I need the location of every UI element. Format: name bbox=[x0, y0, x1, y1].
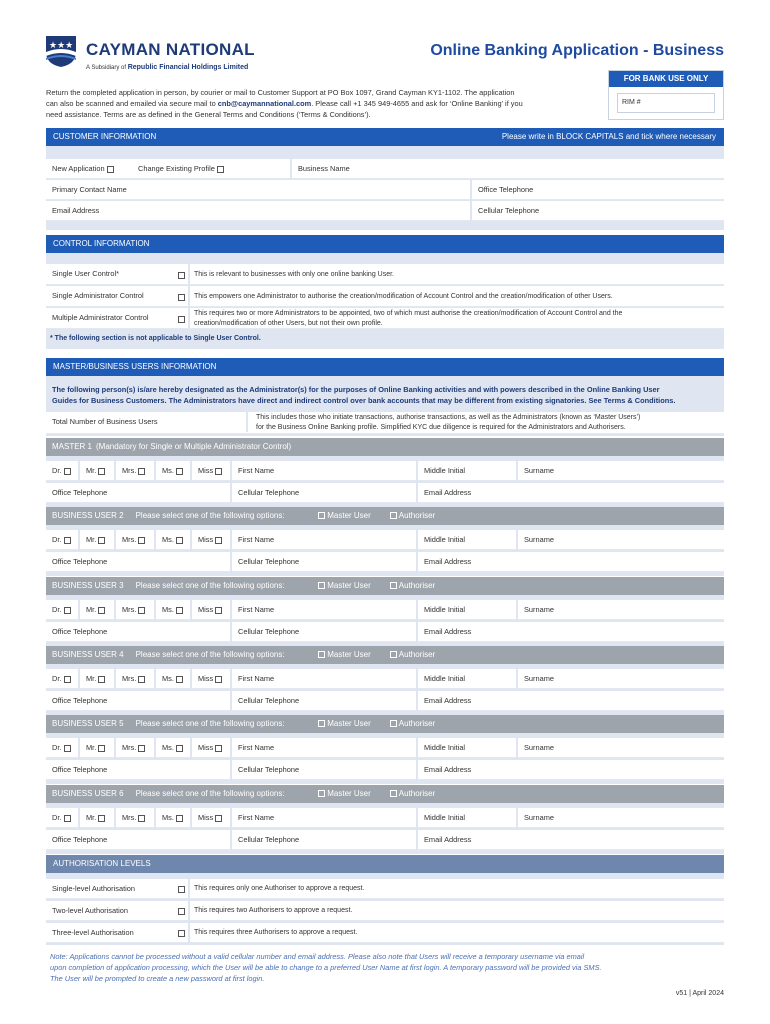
control-option-description bbox=[194, 309, 622, 328]
first-name-field[interactable]: First Name bbox=[232, 530, 418, 550]
business-name-field[interactable]: Business Name bbox=[298, 164, 350, 173]
user-email-field[interactable]: Email Address bbox=[424, 488, 472, 497]
control-desc-line-1: This requires two or more Administrators to be appointed, two of which must authorise the creation/modification of Account Control and the bbox=[194, 310, 623, 317]
title-checkbox[interactable] bbox=[176, 676, 183, 683]
title-option-miss[interactable] bbox=[192, 808, 232, 828]
authorisation-description: This requires three Authorisers to approve a request. bbox=[194, 929, 358, 936]
master-user-option[interactable] bbox=[318, 577, 371, 595]
master-user-label: Master User bbox=[327, 719, 371, 728]
title-option-ms[interactable] bbox=[156, 738, 192, 758]
title-label: Dr. bbox=[52, 466, 62, 475]
control-option-label: Multiple Administrator Control bbox=[46, 308, 190, 328]
title-option-miss[interactable] bbox=[192, 461, 232, 481]
authorisation-description: This requires two Authorisers to approve a request. bbox=[194, 907, 353, 914]
user-name-row bbox=[46, 600, 724, 620]
title-option-miss[interactable] bbox=[192, 738, 232, 758]
user-contact-row bbox=[46, 483, 724, 503]
authoriser-option[interactable] bbox=[390, 507, 435, 525]
intro-line-1: Return the completed application in person, by courier or mail to Customer Support at PO Box 1097, Grand Cayman KY1-1102. The application bbox=[46, 88, 515, 97]
primary-contact-field[interactable]: Primary Contact Name bbox=[46, 180, 472, 200]
user-contact-row bbox=[46, 830, 724, 850]
total-users-row bbox=[46, 412, 724, 434]
middle-initial-field[interactable]: Middle Initial bbox=[418, 461, 518, 481]
user-office-telephone-field[interactable]: Office Telephone bbox=[46, 760, 232, 780]
user-email-field[interactable]: Email Address bbox=[424, 835, 472, 844]
title-option-ms[interactable] bbox=[156, 808, 192, 828]
authoriser-checkbox[interactable] bbox=[390, 790, 397, 797]
document-title: Online Banking Application - Business bbox=[430, 42, 724, 59]
user-block-subtitle: Please select one of the following options: bbox=[135, 789, 285, 798]
title-checkbox[interactable] bbox=[98, 676, 105, 683]
subsidiary-name: Republic Financial Holdings Limited bbox=[127, 64, 249, 71]
title-checkbox[interactable] bbox=[215, 676, 222, 683]
control-footnote: * The following section is not applicable to Single User Control. bbox=[50, 335, 261, 342]
authoriser-checkbox[interactable] bbox=[390, 720, 397, 727]
title-option-mrs[interactable] bbox=[116, 600, 156, 620]
title-label: Mr. bbox=[86, 743, 97, 752]
title-label: Mrs. bbox=[122, 605, 137, 614]
user-name-row bbox=[46, 530, 724, 550]
middle-initial-field[interactable]: Middle Initial bbox=[418, 600, 518, 620]
user-block-header bbox=[46, 438, 724, 456]
intro-line-3: need assistance. Terms are as defined in the General Terms and Conditions (‘Terms & Conditions’). bbox=[46, 110, 371, 119]
master-user-label: Master User bbox=[327, 511, 371, 520]
intro-line-2b: . Please call +1 345 949-4655 and ask for ‘Online Banking’ if you bbox=[311, 99, 523, 108]
user-block-header bbox=[46, 785, 724, 803]
footer-note bbox=[50, 951, 720, 984]
title-checkbox[interactable] bbox=[215, 815, 222, 822]
title-option-ms[interactable] bbox=[156, 461, 192, 481]
title-label: Mr. bbox=[86, 813, 97, 822]
title-option-dr[interactable] bbox=[46, 461, 80, 481]
master-user-option[interactable] bbox=[318, 646, 371, 664]
user-cellular-telephone-field[interactable]: Cellular Telephone bbox=[232, 622, 418, 642]
user-block-title: BUSINESS USER 6 bbox=[52, 789, 124, 798]
control-option-checkbox[interactable] bbox=[178, 292, 185, 301]
intro-line-2a: can also be scanned and emailed via secure mail to bbox=[46, 99, 218, 108]
title-label: Mr. bbox=[86, 466, 97, 475]
master-user-option[interactable] bbox=[318, 785, 371, 803]
control-desc-line-1: This is relevant to businesses with only one online banking User. bbox=[194, 271, 394, 278]
title-option-ms[interactable] bbox=[156, 530, 192, 550]
authoriser-option[interactable] bbox=[390, 785, 435, 803]
first-name-field[interactable]: First Name bbox=[232, 738, 418, 758]
title-checkbox[interactable] bbox=[176, 815, 183, 822]
office-telephone-field[interactable]: Office Telephone bbox=[478, 185, 534, 194]
title-label: Mrs. bbox=[122, 743, 137, 752]
authoriser-label: Authoriser bbox=[398, 511, 436, 520]
change-profile-option[interactable] bbox=[132, 159, 292, 179]
title-checkbox[interactable] bbox=[176, 468, 183, 475]
title-label: Dr. bbox=[52, 535, 62, 544]
title-label: Ms. bbox=[162, 535, 174, 544]
control-desc-line-1: This empowers one Administrator to authorise the creation/modification of Account Control and the creation/modification of other Users. bbox=[194, 293, 613, 300]
title-checkbox[interactable] bbox=[98, 607, 105, 614]
authoriser-checkbox[interactable] bbox=[390, 651, 397, 658]
title-label: Ms. bbox=[162, 605, 174, 614]
authoriser-label: Authoriser bbox=[398, 789, 436, 798]
authoriser-label: Authoriser bbox=[398, 650, 436, 659]
title-option-ms[interactable] bbox=[156, 600, 192, 620]
title-label: Mr. bbox=[86, 605, 97, 614]
title-option-mr[interactable] bbox=[80, 461, 116, 481]
title-checkbox[interactable] bbox=[215, 468, 222, 475]
authorisation-row bbox=[46, 923, 724, 943]
title-option-mrs[interactable] bbox=[116, 738, 156, 758]
surname-field[interactable]: Surname bbox=[524, 466, 554, 475]
user-email-field[interactable]: Email Address bbox=[424, 765, 472, 774]
customer-row-3 bbox=[46, 201, 724, 221]
new-application-option[interactable] bbox=[46, 159, 132, 179]
authoriser-label: Authoriser bbox=[398, 719, 436, 728]
title-label: Ms. bbox=[162, 466, 174, 475]
control-option-label: Single Administrator Control bbox=[46, 286, 190, 306]
authorisation-checkbox[interactable] bbox=[178, 906, 185, 915]
master-user-checkbox[interactable] bbox=[318, 582, 325, 589]
middle-initial-field[interactable]: Middle Initial bbox=[418, 669, 518, 689]
version-label: v51 | April 2024 bbox=[675, 990, 724, 997]
user-contact-row bbox=[46, 760, 724, 780]
user-office-telephone-field[interactable]: Office Telephone bbox=[46, 691, 232, 711]
title-checkbox[interactable] bbox=[176, 537, 183, 544]
title-label: Miss bbox=[198, 674, 214, 683]
authoriser-checkbox[interactable] bbox=[390, 582, 397, 589]
title-label: Miss bbox=[198, 466, 214, 475]
master-para-1: The following person(s) is/are hereby designated as the Administrator(s) for the purposes of Online Banking activities and with powers described in the Online Banking User bbox=[52, 385, 660, 394]
title-checkbox[interactable] bbox=[215, 607, 222, 614]
title-checkbox[interactable] bbox=[64, 676, 71, 683]
title-option-mr[interactable] bbox=[80, 808, 116, 828]
user-block-header bbox=[46, 507, 724, 525]
user-office-telephone-field[interactable]: Office Telephone bbox=[46, 552, 232, 572]
title-label: Miss bbox=[198, 605, 214, 614]
master-user-label: Master User bbox=[327, 650, 371, 659]
master-user-checkbox[interactable] bbox=[318, 512, 325, 519]
authorisation-label: Single-level Authorisation bbox=[46, 879, 190, 899]
title-checkbox[interactable] bbox=[98, 745, 105, 752]
title-checkbox[interactable] bbox=[64, 537, 71, 544]
change-profile-label: Change Existing Profile bbox=[138, 164, 215, 173]
user-block-title: MASTER 1 bbox=[52, 442, 93, 451]
user-block-subtitle: Please select one of the following options: bbox=[135, 511, 285, 520]
svg-text:★★★: ★★★ bbox=[49, 41, 74, 51]
surname-field[interactable]: Surname bbox=[524, 674, 554, 683]
title-label: Miss bbox=[198, 743, 214, 752]
master-users-paragraph bbox=[52, 384, 722, 406]
title-label: Ms. bbox=[162, 813, 174, 822]
user-block-title: BUSINESS USER 4 bbox=[52, 650, 124, 659]
user-name-row bbox=[46, 461, 724, 481]
title-option-dr[interactable] bbox=[46, 808, 80, 828]
title-checkbox[interactable] bbox=[138, 815, 145, 822]
title-label: Dr. bbox=[52, 743, 62, 752]
bank-use-box bbox=[608, 70, 724, 120]
title-checkbox[interactable] bbox=[138, 537, 145, 544]
intro-paragraph bbox=[46, 87, 596, 120]
authorisation-row bbox=[46, 901, 724, 921]
first-name-field[interactable]: First Name bbox=[232, 600, 418, 620]
user-office-telephone-field[interactable]: Office Telephone bbox=[46, 830, 232, 850]
title-label: Mrs. bbox=[122, 535, 137, 544]
title-label: Mr. bbox=[86, 535, 97, 544]
middle-initial-field[interactable]: Middle Initial bbox=[418, 530, 518, 550]
authoriser-option[interactable] bbox=[390, 715, 435, 733]
user-cellular-telephone-field[interactable]: Cellular Telephone bbox=[232, 691, 418, 711]
title-checkbox[interactable] bbox=[98, 468, 105, 475]
user-office-telephone-field[interactable]: Office Telephone bbox=[46, 483, 232, 503]
customer-row-1 bbox=[46, 159, 724, 179]
authorisation-description: This requires only one Authoriser to approve a request. bbox=[194, 885, 365, 892]
surname-field[interactable]: Surname bbox=[524, 813, 554, 822]
master-user-option[interactable] bbox=[318, 715, 371, 733]
user-contact-row bbox=[46, 691, 724, 711]
title-checkbox[interactable] bbox=[98, 537, 105, 544]
authoriser-option[interactable] bbox=[390, 577, 435, 595]
user-block-header bbox=[46, 577, 724, 595]
title-label: Mrs. bbox=[122, 466, 137, 475]
control-row bbox=[46, 264, 724, 285]
user-name-row bbox=[46, 738, 724, 758]
footer-note-3: The User will be prompted to create a new password at first login. bbox=[50, 974, 265, 983]
title-label: Mrs. bbox=[122, 813, 137, 822]
title-option-dr[interactable] bbox=[46, 738, 80, 758]
rim-field[interactable]: RIM # bbox=[617, 93, 715, 113]
user-cellular-telephone-field[interactable]: Cellular Telephone bbox=[232, 830, 418, 850]
title-option-mr[interactable] bbox=[80, 530, 116, 550]
user-block-title: BUSINESS USER 3 bbox=[52, 581, 124, 590]
intro-line-2 bbox=[46, 98, 596, 109]
bank-use-label: FOR BANK USE ONLY bbox=[609, 71, 723, 87]
surname-field[interactable]: Surname bbox=[524, 743, 554, 752]
user-email-field[interactable]: Email Address bbox=[424, 627, 472, 636]
title-option-miss[interactable] bbox=[192, 669, 232, 689]
title-label: Dr. bbox=[52, 674, 62, 683]
email-address-field[interactable]: Email Address bbox=[46, 201, 472, 221]
new-application-label: New Application bbox=[52, 164, 105, 173]
title-label: Miss bbox=[198, 813, 214, 822]
user-office-telephone-field[interactable]: Office Telephone bbox=[46, 622, 232, 642]
user-cellular-telephone-field[interactable]: Cellular Telephone bbox=[232, 552, 418, 572]
middle-initial-field[interactable]: Middle Initial bbox=[418, 738, 518, 758]
title-option-dr[interactable] bbox=[46, 530, 80, 550]
control-option-checkbox[interactable] bbox=[178, 314, 185, 323]
control-option-description bbox=[194, 292, 613, 302]
cellular-telephone-field[interactable]: Cellular Telephone bbox=[478, 206, 540, 215]
title-label: Ms. bbox=[162, 743, 174, 752]
total-desc-2: for the Business Online Banking profile. Simplified KYC due diligence is required for the Administrators and Authorisers. bbox=[256, 423, 626, 431]
user-block-title: BUSINESS USER 5 bbox=[52, 719, 124, 728]
user-block-subtitle: (Mandatory for Single or Multiple Administrator Control) bbox=[96, 442, 292, 451]
user-block-subtitle: Please select one of the following options: bbox=[135, 581, 285, 590]
title-label: Miss bbox=[198, 535, 214, 544]
first-name-field[interactable]: First Name bbox=[232, 461, 418, 481]
title-label: Dr. bbox=[52, 813, 62, 822]
title-option-mrs[interactable] bbox=[116, 808, 156, 828]
title-label: Mr. bbox=[86, 674, 97, 683]
total-users-field[interactable]: Total Number of Business Users bbox=[46, 412, 248, 432]
footer-note-2: upon completion of application processing, which the User will be able to change to a preferred User Name at first login. A temporary password will be provided via SMS. bbox=[50, 963, 602, 972]
control-option-description bbox=[194, 270, 394, 280]
title-option-mr[interactable] bbox=[80, 669, 116, 689]
middle-initial-field[interactable]: Middle Initial bbox=[418, 808, 518, 828]
title-checkbox[interactable] bbox=[138, 745, 145, 752]
master-user-checkbox[interactable] bbox=[318, 651, 325, 658]
title-option-mrs[interactable] bbox=[116, 530, 156, 550]
cayman-national-logo-icon bbox=[44, 34, 78, 68]
subsidiary-prefix: A Subsidiary of bbox=[86, 65, 127, 71]
title-option-mr[interactable] bbox=[80, 738, 116, 758]
customer-info-header bbox=[46, 128, 724, 146]
authorisation-label: Three-level Authorisation bbox=[46, 923, 190, 943]
master-user-checkbox[interactable] bbox=[318, 790, 325, 797]
user-block-subtitle: Please select one of the following options: bbox=[135, 650, 285, 659]
user-block-header bbox=[46, 715, 724, 733]
authorisation-checkbox[interactable] bbox=[178, 884, 185, 893]
control-row bbox=[46, 286, 724, 307]
title-checkbox[interactable] bbox=[215, 745, 222, 752]
master-users-header: MASTER/BUSINESS USERS INFORMATION bbox=[46, 358, 724, 376]
master-user-label: Master User bbox=[327, 789, 371, 798]
customer-info-heading: CUSTOMER INFORMATION bbox=[53, 132, 157, 141]
title-checkbox[interactable] bbox=[138, 607, 145, 614]
total-desc-1: This includes those who initiate transactions, authorise transactions, as well as the Administrators (known as ‘Master Users’) bbox=[256, 414, 641, 421]
title-option-miss[interactable] bbox=[192, 600, 232, 620]
user-name-row bbox=[46, 669, 724, 689]
title-option-miss[interactable] bbox=[192, 530, 232, 550]
title-label: Dr. bbox=[52, 605, 62, 614]
title-option-mrs[interactable] bbox=[116, 669, 156, 689]
subsidiary-line bbox=[86, 64, 248, 71]
control-info-header: CONTROL INFORMATION bbox=[46, 235, 724, 253]
title-checkbox[interactable] bbox=[215, 537, 222, 544]
user-contact-row bbox=[46, 552, 724, 572]
authoriser-checkbox[interactable] bbox=[390, 512, 397, 519]
user-block-header bbox=[46, 646, 724, 664]
master-user-label: Master User bbox=[327, 581, 371, 590]
title-checkbox[interactable] bbox=[98, 815, 105, 822]
title-checkbox[interactable] bbox=[64, 468, 71, 475]
title-checkbox[interactable] bbox=[176, 607, 183, 614]
user-cellular-telephone-field[interactable]: Cellular Telephone bbox=[232, 760, 418, 780]
new-application-checkbox[interactable] bbox=[107, 166, 114, 173]
authorisation-label: Two-level Authorisation bbox=[46, 901, 190, 921]
title-checkbox[interactable] bbox=[64, 607, 71, 614]
customer-row-2 bbox=[46, 180, 724, 200]
user-name-row bbox=[46, 808, 724, 828]
title-option-ms[interactable] bbox=[156, 669, 192, 689]
title-label: Mrs. bbox=[122, 674, 137, 683]
change-profile-checkbox[interactable] bbox=[217, 166, 224, 173]
authorisation-header: AUTHORISATION LEVELS bbox=[46, 855, 724, 873]
authoriser-label: Authoriser bbox=[398, 581, 436, 590]
master-user-checkbox[interactable] bbox=[318, 720, 325, 727]
user-email-field[interactable]: Email Address bbox=[424, 557, 472, 566]
surname-field[interactable]: Surname bbox=[524, 535, 554, 544]
user-block-subtitle: Please select one of the following options: bbox=[135, 719, 285, 728]
intro-email-link[interactable]: cnb@caymannational.com bbox=[217, 99, 312, 108]
total-users-description bbox=[256, 413, 640, 432]
title-checkbox[interactable] bbox=[64, 745, 71, 752]
title-checkbox[interactable] bbox=[138, 468, 145, 475]
first-name-field[interactable]: First Name bbox=[232, 808, 418, 828]
user-block-title: BUSINESS USER 2 bbox=[52, 511, 124, 520]
brand-name: CAYMAN NATIONAL bbox=[86, 40, 255, 59]
title-option-mrs[interactable] bbox=[116, 461, 156, 481]
user-email-field[interactable]: Email Address bbox=[424, 696, 472, 705]
surname-field[interactable]: Surname bbox=[524, 605, 554, 614]
control-desc-line-2: creation/modification of other Users, but not their own profile. bbox=[194, 319, 383, 327]
control-option-label: Single User Control* bbox=[46, 264, 190, 284]
title-checkbox[interactable] bbox=[64, 815, 71, 822]
first-name-field[interactable]: First Name bbox=[232, 669, 418, 689]
title-label: Ms. bbox=[162, 674, 174, 683]
control-option-checkbox[interactable] bbox=[178, 270, 185, 279]
authorisation-row bbox=[46, 879, 724, 899]
title-checkbox[interactable] bbox=[138, 676, 145, 683]
user-cellular-telephone-field[interactable]: Cellular Telephone bbox=[232, 483, 418, 503]
user-contact-row bbox=[46, 622, 724, 642]
master-user-option[interactable] bbox=[318, 507, 371, 525]
control-row bbox=[46, 308, 724, 329]
title-option-mr[interactable] bbox=[80, 600, 116, 620]
authoriser-option[interactable] bbox=[390, 646, 435, 664]
customer-info-hint: Please write in BLOCK CAPITALS and tick where necessary bbox=[501, 132, 716, 141]
title-option-dr[interactable] bbox=[46, 669, 80, 689]
footer-note-1: Note: Applications cannot be processed without a valid cellular number and email address. Please also note that Users will receive a temporary username via email bbox=[50, 952, 585, 961]
master-para-2: Guides for Business Customers. The Administrators have direct and indirect control over bank accounts that may be different from existing signatories. See Terms & Conditions. bbox=[52, 396, 676, 405]
authorisation-checkbox[interactable] bbox=[178, 928, 185, 937]
title-checkbox[interactable] bbox=[176, 745, 183, 752]
title-option-dr[interactable] bbox=[46, 600, 80, 620]
